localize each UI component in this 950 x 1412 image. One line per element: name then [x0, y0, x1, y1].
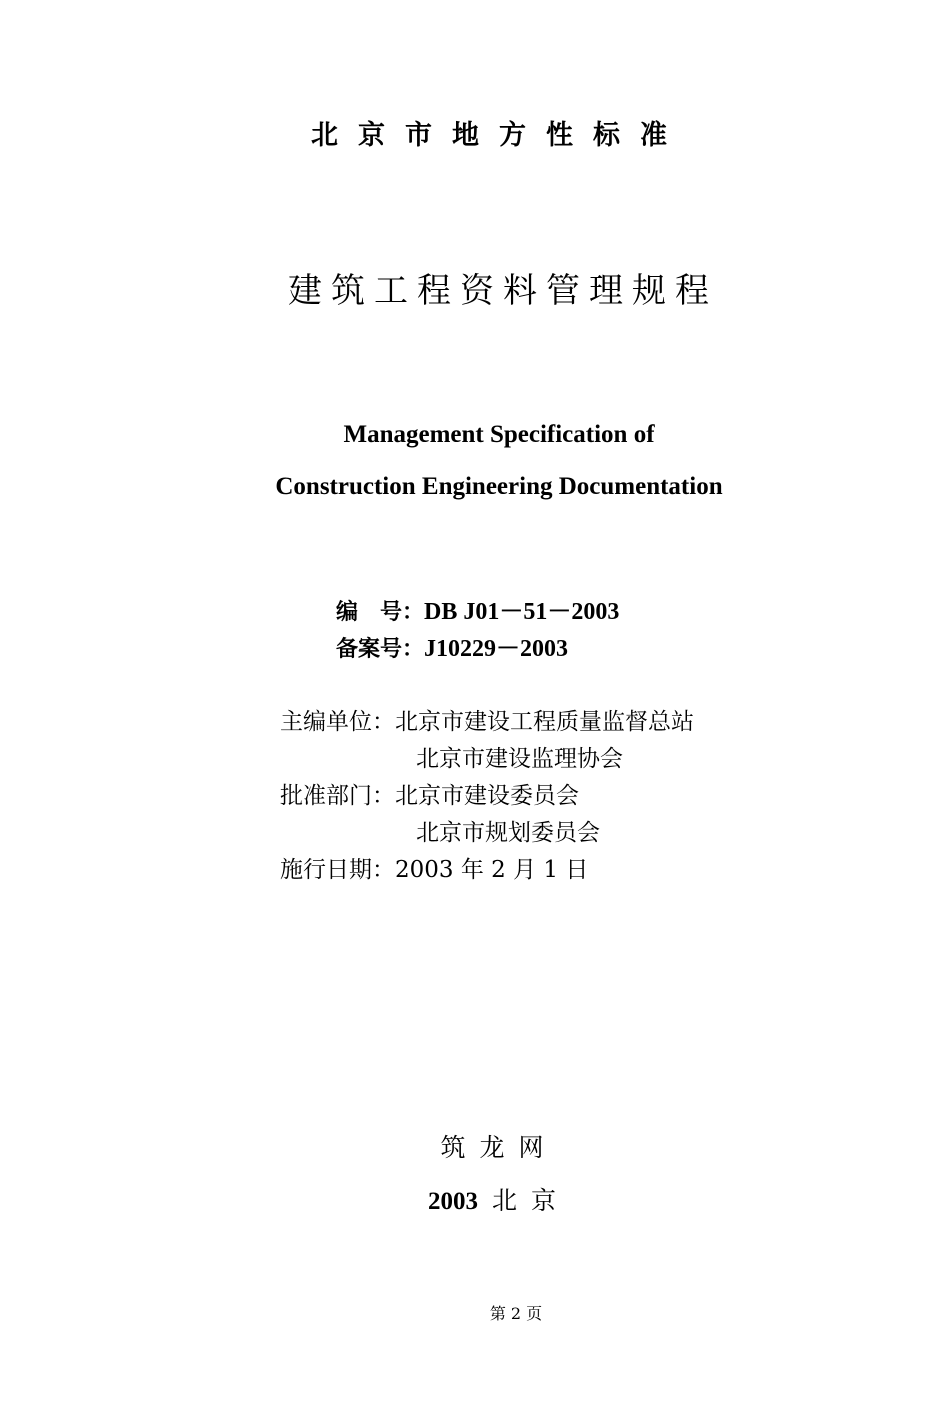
effective-date-value: 2003 年 2 月 1 日 [395, 857, 589, 883]
standard-type-heading: 北京市地方性标准 [311, 120, 687, 151]
record-number-row [336, 633, 568, 666]
standard-number-value: DB J01－51－2003 [424, 599, 620, 625]
editor-org-2: 北京市建设监理协会 [416, 746, 623, 772]
approver-org-1: 北京市建设委员会 [395, 783, 579, 809]
standard-number-row [336, 596, 619, 629]
editor-row-1 [280, 706, 694, 738]
english-title-line-1: Management Specification of [343, 421, 655, 448]
effective-date-row [280, 854, 588, 886]
approver-org-2: 北京市规划委员会 [416, 820, 600, 846]
publisher-name: 筑龙网 [440, 1133, 558, 1162]
page-number: 第 2 页 [489, 1304, 543, 1323]
chinese-title: 建筑工程资料管理规程 [288, 271, 718, 311]
standard-number-label: 编 号： [336, 600, 425, 625]
english-title-line-2: Construction Engineering Documentation [275, 473, 723, 500]
editor-label: 主编单位： [280, 709, 395, 735]
effective-date-label: 施行日期： [280, 857, 395, 883]
editor-org-1: 北京市建设工程质量监督总站 [395, 709, 694, 735]
publication-year: 2003 [427, 1188, 478, 1215]
publication-year-city [0, 1183, 950, 1220]
record-number-label: 备案号： [336, 637, 425, 662]
approver-label: 批准部门： [280, 783, 395, 809]
publication-city: 北京 [491, 1186, 570, 1215]
approver-row-1 [280, 780, 579, 812]
record-number-value: J10229－2003 [424, 636, 569, 662]
